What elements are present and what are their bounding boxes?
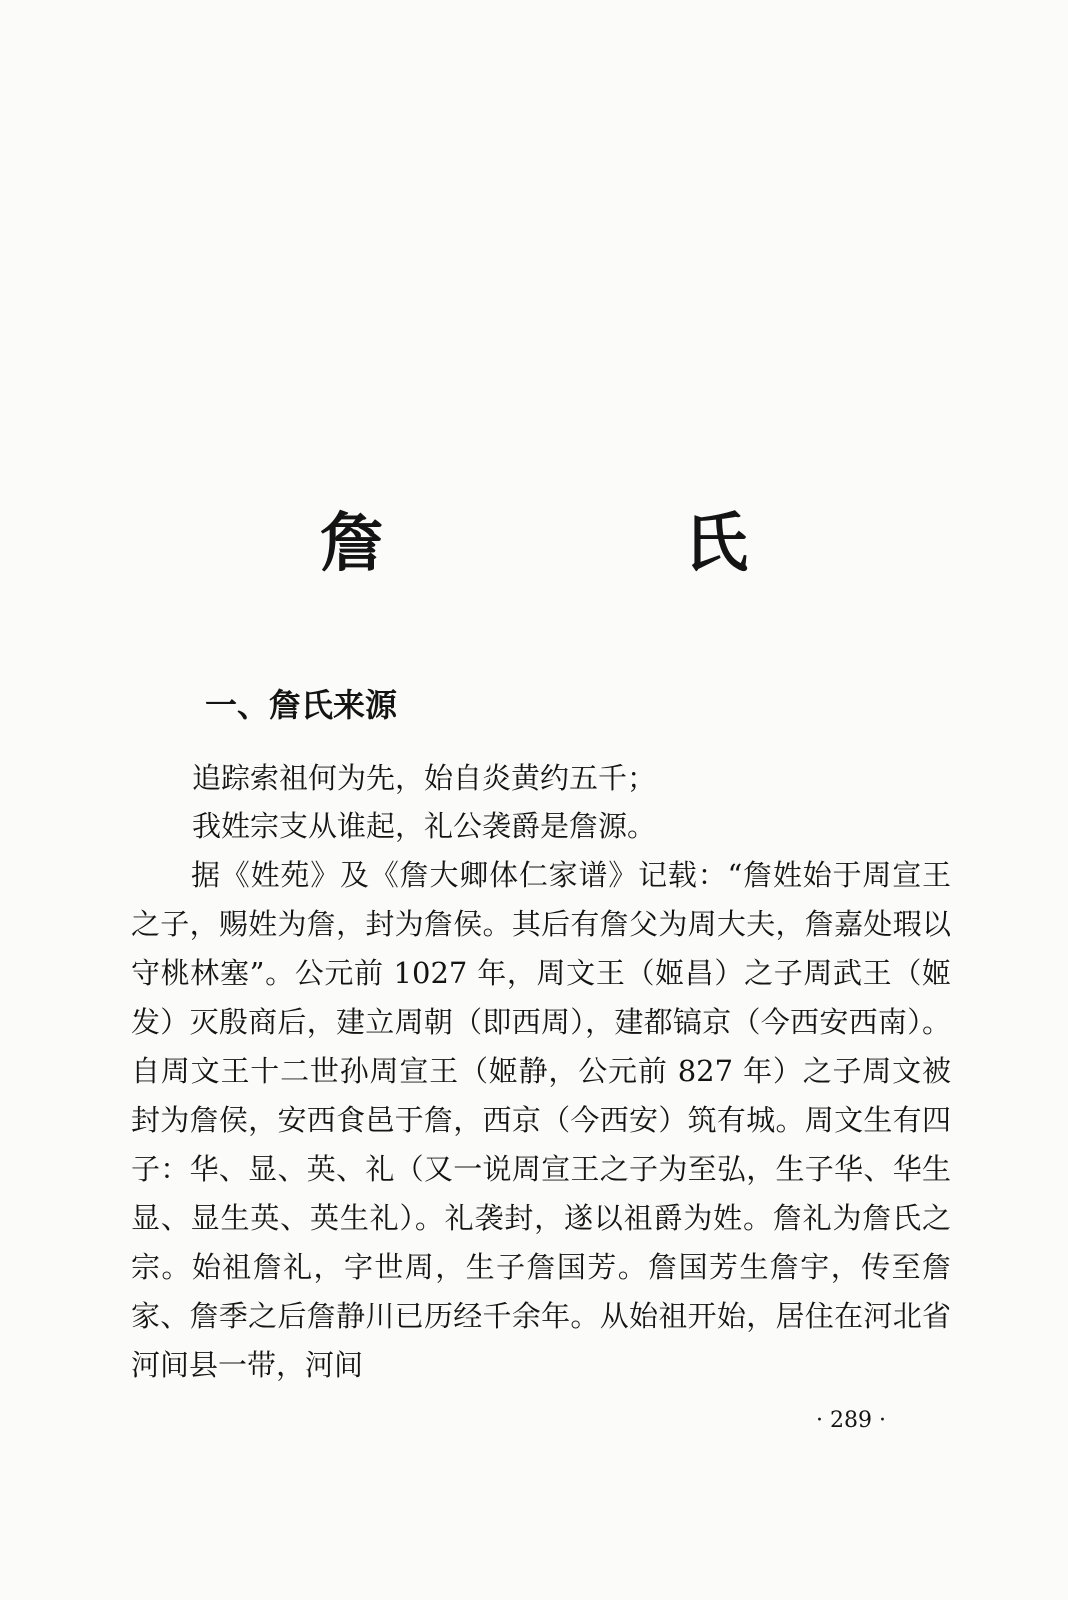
section-heading: 一、詹氏来源 xyxy=(205,686,398,724)
verse-line: 我姓宗支从谁起，礼公袭爵是詹源。 xyxy=(192,809,657,843)
verse-line: 追踪索祖何为先，始自炎黄约五千； xyxy=(192,761,657,795)
body-paragraph: 据《姓苑》及《詹大卿体仁家谱》记载：“詹姓始于周宣王之子，赐姓为詹，封为詹侯。其后有詹父为周大夫，詹嘉处瑕以守桃林塞”。公元前 1027 年，周文王（姬昌）之子周武王（姬发）灭殷商后，建立周朝（即西周），建都镐京（今西安西南）。自周文王十二世孙周宣王（姬静，公元前 827 年）之子周文被封为詹侯，安西食邑于詹，西京（今西安）筑有城。周文生有四子：华、显、英、礼（又一说周宣王之子为至弘，生子华、华生显、显生英、英生礼）。礼袭封，遂以祖爵为姓。詹礼为詹氏之宗。始祖詹礼，字世周，生子詹国芳。詹国芳生詹宇，传至詹家、詹季之后詹静川已历经千余年。从始祖开始，居住在河北省河间县一带，河间 xyxy=(131,858,951,1382)
chapter-title: 詹 氏 xyxy=(320,506,866,581)
page-number: · 289 · xyxy=(816,1408,886,1433)
